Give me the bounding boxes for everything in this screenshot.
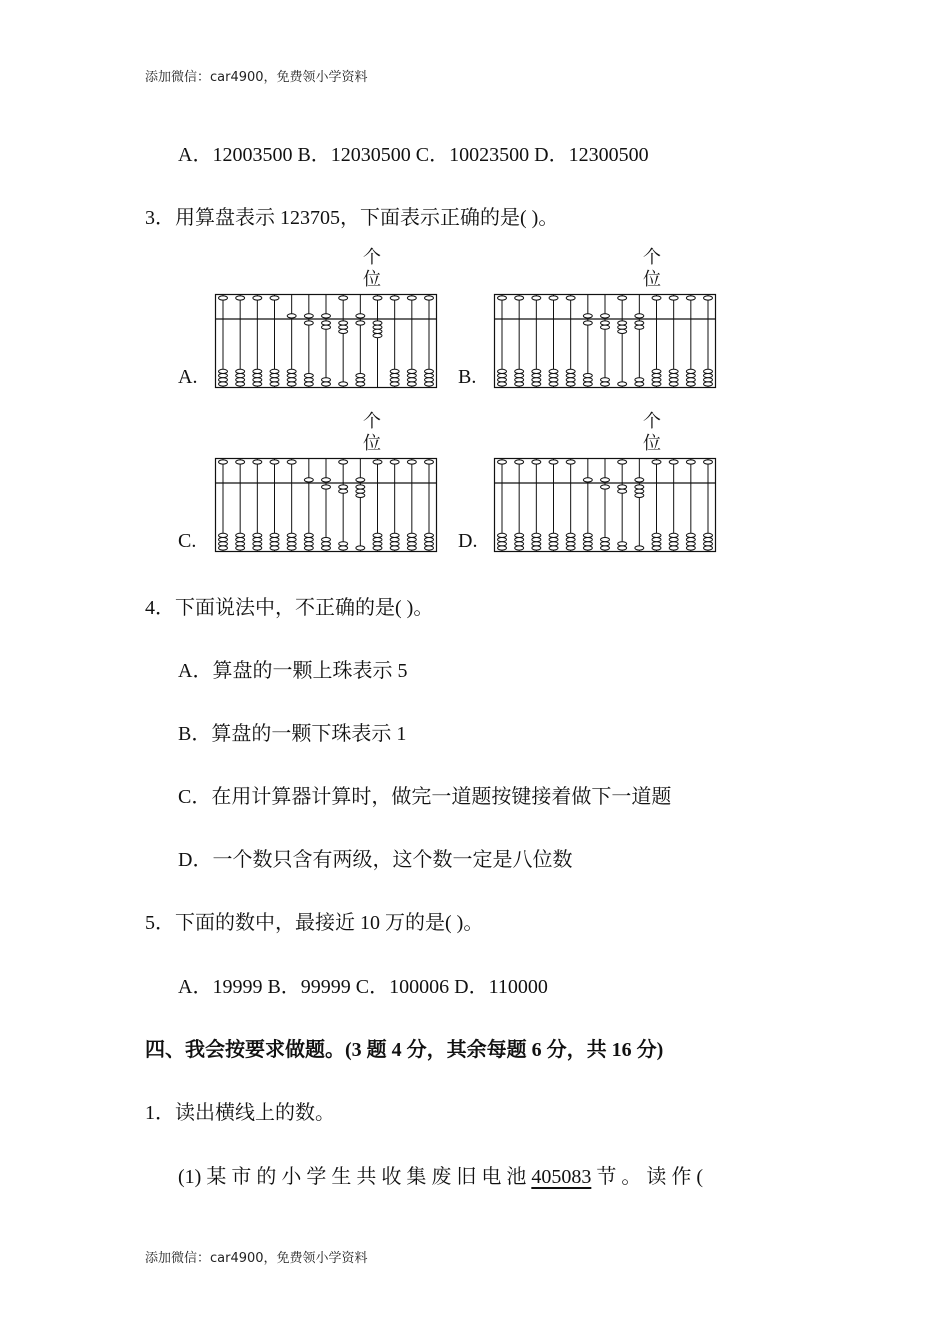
lower-bead bbox=[407, 542, 416, 546]
lower-bead bbox=[253, 374, 262, 378]
lower-bead bbox=[304, 374, 313, 378]
lower-bead bbox=[253, 546, 262, 550]
upper-bead bbox=[407, 460, 416, 464]
lower-bead bbox=[407, 538, 416, 542]
lower-bead bbox=[601, 378, 610, 382]
upper-bead bbox=[236, 460, 245, 464]
lower-bead bbox=[669, 374, 678, 378]
upper-bead bbox=[407, 296, 416, 300]
lower-bead bbox=[669, 538, 678, 542]
upper-bead bbox=[601, 314, 610, 318]
upper-bead bbox=[287, 314, 296, 318]
lower-bead bbox=[549, 369, 558, 373]
lower-bead bbox=[549, 533, 558, 537]
q5-stem: 5．下面的数中，最接近 10 万的是( )。 bbox=[145, 912, 484, 934]
abacus-frame bbox=[215, 458, 437, 552]
lower-bead bbox=[219, 542, 228, 546]
lower-bead bbox=[515, 382, 524, 386]
lower-bead bbox=[549, 374, 558, 378]
q1-1-suffix: 节 。 读 作 ( bbox=[591, 1166, 703, 1188]
lower-bead bbox=[356, 382, 365, 386]
lower-bead bbox=[253, 382, 262, 386]
upper-bead bbox=[686, 296, 695, 300]
lower-bead bbox=[425, 538, 434, 542]
upper-bead bbox=[498, 296, 507, 300]
upper-bead bbox=[618, 296, 627, 300]
lower-bead bbox=[270, 378, 279, 382]
lower-bead bbox=[304, 382, 313, 386]
lower-bead bbox=[425, 374, 434, 378]
upper-bead bbox=[566, 296, 575, 300]
place-label-wei: 位 bbox=[363, 269, 381, 289]
lower-bead bbox=[566, 533, 575, 537]
lower-bead bbox=[339, 329, 348, 333]
lower-bead bbox=[652, 538, 661, 542]
place-label-wei: 位 bbox=[363, 433, 381, 453]
upper-bead bbox=[390, 296, 399, 300]
place-label-ge: 个 bbox=[643, 247, 661, 267]
section-4-q1-1 bbox=[178, 1160, 703, 1189]
lower-bead bbox=[618, 542, 627, 546]
lower-bead bbox=[686, 382, 695, 386]
lower-bead bbox=[356, 374, 365, 378]
lower-bead bbox=[339, 546, 348, 550]
lower-bead bbox=[652, 374, 661, 378]
lower-bead bbox=[515, 542, 524, 546]
lower-bead bbox=[322, 538, 331, 542]
lower-bead bbox=[686, 374, 695, 378]
upper-bead bbox=[322, 314, 331, 318]
lower-bead bbox=[635, 321, 644, 325]
lower-bead bbox=[339, 485, 348, 489]
upper-bead bbox=[219, 460, 228, 464]
lower-bead bbox=[532, 378, 541, 382]
q4-option-d: D．一个数只含有两级，这个数一定是八位数 bbox=[178, 849, 573, 871]
upper-bead bbox=[583, 314, 592, 318]
lower-bead bbox=[515, 369, 524, 373]
lower-bead bbox=[219, 546, 228, 550]
lower-bead bbox=[652, 542, 661, 546]
q2-options: A．12003500 B．12030500 C．10023500 D．12300500 bbox=[178, 144, 649, 166]
lower-bead bbox=[583, 374, 592, 378]
lower-bead bbox=[236, 546, 245, 550]
lower-bead bbox=[339, 321, 348, 325]
option-letter: A. bbox=[178, 366, 198, 388]
lower-bead bbox=[532, 369, 541, 373]
lower-bead bbox=[425, 369, 434, 373]
lower-bead bbox=[322, 542, 331, 546]
upper-bead bbox=[356, 314, 365, 318]
lower-bead bbox=[322, 321, 331, 325]
upper-bead bbox=[515, 296, 524, 300]
lower-bead bbox=[515, 374, 524, 378]
upper-bead bbox=[270, 460, 279, 464]
lower-bead bbox=[515, 546, 524, 550]
lower-bead bbox=[219, 374, 228, 378]
q4-option-b: B．算盘的一颗下珠表示 1 bbox=[178, 723, 407, 745]
lower-bead bbox=[686, 378, 695, 382]
lower-bead bbox=[236, 378, 245, 382]
q5-options: A．19999 B．99999 C．100006 D．110000 bbox=[178, 976, 548, 998]
q4-stem: 4．下面说法中，不正确的是( )。 bbox=[145, 597, 434, 619]
lower-bead bbox=[287, 546, 296, 550]
lower-bead bbox=[532, 533, 541, 537]
place-label-ge: 个 bbox=[363, 411, 381, 431]
lower-bead bbox=[390, 382, 399, 386]
upper-bead bbox=[669, 296, 678, 300]
lower-bead bbox=[669, 542, 678, 546]
lower-bead bbox=[253, 538, 262, 542]
option-letter: B. bbox=[458, 366, 477, 388]
lower-bead bbox=[583, 546, 592, 550]
lower-bead bbox=[270, 538, 279, 542]
lower-bead bbox=[407, 369, 416, 373]
lower-bead bbox=[652, 382, 661, 386]
lower-bead bbox=[686, 538, 695, 542]
lower-bead bbox=[566, 369, 575, 373]
lower-bead bbox=[583, 538, 592, 542]
upper-bead bbox=[601, 478, 610, 482]
lower-bead bbox=[270, 382, 279, 386]
upper-bead bbox=[339, 460, 348, 464]
lower-bead bbox=[390, 533, 399, 537]
upper-bead bbox=[532, 460, 541, 464]
lower-bead bbox=[373, 538, 382, 542]
lower-bead bbox=[618, 325, 627, 329]
lower-bead bbox=[425, 382, 434, 386]
lower-bead bbox=[322, 546, 331, 550]
upper-bead bbox=[583, 478, 592, 482]
lower-bead bbox=[407, 533, 416, 537]
lower-bead bbox=[498, 382, 507, 386]
upper-bead bbox=[219, 296, 228, 300]
lower-bead bbox=[219, 378, 228, 382]
section-4-q1: 1．读出横线上的数。 bbox=[145, 1102, 335, 1124]
upper-bead bbox=[390, 460, 399, 464]
upper-bead bbox=[704, 460, 713, 464]
lower-bead bbox=[601, 382, 610, 386]
lower-bead bbox=[219, 369, 228, 373]
lower-bead bbox=[601, 485, 610, 489]
lower-bead bbox=[498, 378, 507, 382]
lower-bead bbox=[532, 542, 541, 546]
place-label-ge: 个 bbox=[643, 411, 661, 431]
lower-bead bbox=[270, 533, 279, 537]
lower-bead bbox=[390, 546, 399, 550]
upper-bead bbox=[549, 296, 558, 300]
upper-bead bbox=[635, 314, 644, 318]
lower-bead bbox=[549, 382, 558, 386]
lower-bead bbox=[373, 321, 382, 325]
upper-bead bbox=[270, 296, 279, 300]
upper-bead bbox=[686, 460, 695, 464]
lower-bead bbox=[686, 542, 695, 546]
lower-bead bbox=[652, 369, 661, 373]
lower-bead bbox=[704, 374, 713, 378]
lower-bead bbox=[669, 369, 678, 373]
lower-bead bbox=[390, 378, 399, 382]
lower-bead bbox=[407, 378, 416, 382]
upper-bead bbox=[566, 460, 575, 464]
abacus-frame bbox=[215, 294, 437, 388]
lower-bead bbox=[373, 329, 382, 333]
lower-bead bbox=[635, 378, 644, 382]
lower-bead bbox=[515, 533, 524, 537]
lower-bead bbox=[219, 533, 228, 537]
lower-bead bbox=[287, 374, 296, 378]
lower-bead bbox=[407, 374, 416, 378]
lower-bead bbox=[253, 378, 262, 382]
lower-bead bbox=[373, 542, 382, 546]
lower-bead bbox=[356, 321, 365, 325]
lower-bead bbox=[601, 538, 610, 542]
lower-bead bbox=[425, 533, 434, 537]
lower-bead bbox=[704, 369, 713, 373]
place-label-wei: 位 bbox=[643, 269, 661, 289]
option-letter: D. bbox=[458, 530, 478, 552]
lower-bead bbox=[515, 538, 524, 542]
lower-bead bbox=[549, 378, 558, 382]
lower-bead bbox=[236, 533, 245, 537]
lower-bead bbox=[373, 334, 382, 338]
lower-bead bbox=[390, 374, 399, 378]
lower-bead bbox=[635, 382, 644, 386]
lower-bead bbox=[498, 374, 507, 378]
lower-bead bbox=[704, 533, 713, 537]
q1-1-prefix: (1) 某 市 的 小 学 生 共 收 集 废 旧 电 池 bbox=[178, 1166, 532, 1188]
lower-bead bbox=[549, 546, 558, 550]
lower-bead bbox=[356, 493, 365, 497]
lower-bead bbox=[635, 546, 644, 550]
lower-bead bbox=[425, 546, 434, 550]
lower-bead bbox=[566, 378, 575, 382]
upper-bead bbox=[253, 296, 262, 300]
option-letter: C. bbox=[178, 530, 197, 552]
lower-bead bbox=[601, 546, 610, 550]
lower-bead bbox=[532, 546, 541, 550]
lower-bead bbox=[669, 533, 678, 537]
lower-bead bbox=[390, 369, 399, 373]
upper-bead bbox=[652, 296, 661, 300]
upper-bead bbox=[635, 478, 644, 482]
lower-bead bbox=[253, 542, 262, 546]
lower-bead bbox=[566, 538, 575, 542]
lower-bead bbox=[356, 546, 365, 550]
lower-bead bbox=[373, 533, 382, 537]
upper-bead bbox=[669, 460, 678, 464]
lower-bead bbox=[669, 378, 678, 382]
lower-bead bbox=[498, 538, 507, 542]
lower-bead bbox=[270, 546, 279, 550]
lower-bead bbox=[236, 542, 245, 546]
lower-bead bbox=[618, 546, 627, 550]
lower-bead bbox=[425, 378, 434, 382]
upper-bead bbox=[304, 478, 313, 482]
lower-bead bbox=[704, 538, 713, 542]
lower-bead bbox=[304, 321, 313, 325]
lower-bead bbox=[618, 485, 627, 489]
lower-bead bbox=[635, 325, 644, 329]
lower-bead bbox=[236, 369, 245, 373]
lower-bead bbox=[549, 538, 558, 542]
lower-bead bbox=[322, 485, 331, 489]
lower-bead bbox=[270, 369, 279, 373]
lower-bead bbox=[583, 321, 592, 325]
upper-bead bbox=[287, 460, 296, 464]
upper-bead bbox=[549, 460, 558, 464]
lower-bead bbox=[618, 329, 627, 333]
lower-bead bbox=[669, 382, 678, 386]
q4-option-c: C．在用计算器计算时，做完一道题按键接着做下一道题 bbox=[178, 786, 672, 808]
lower-bead bbox=[635, 489, 644, 493]
lower-bead bbox=[373, 546, 382, 550]
lower-bead bbox=[618, 489, 627, 493]
lower-bead bbox=[356, 378, 365, 382]
lower-bead bbox=[601, 321, 610, 325]
lower-bead bbox=[704, 382, 713, 386]
upper-bead bbox=[425, 296, 434, 300]
lower-bead bbox=[498, 542, 507, 546]
lower-bead bbox=[287, 378, 296, 382]
lower-bead bbox=[219, 382, 228, 386]
lower-bead bbox=[236, 382, 245, 386]
lower-bead bbox=[407, 382, 416, 386]
abacus-frame bbox=[494, 458, 716, 552]
place-label-wei: 位 bbox=[643, 433, 661, 453]
lower-bead bbox=[425, 542, 434, 546]
lower-bead bbox=[532, 374, 541, 378]
lower-bead bbox=[583, 378, 592, 382]
upper-bead bbox=[532, 296, 541, 300]
lower-bead bbox=[287, 533, 296, 537]
lower-bead bbox=[219, 538, 228, 542]
lower-bead bbox=[236, 374, 245, 378]
upper-bead bbox=[425, 460, 434, 464]
lower-bead bbox=[498, 546, 507, 550]
lower-bead bbox=[287, 369, 296, 373]
lower-bead bbox=[515, 378, 524, 382]
section-4-title: 四、我会按要求做题。(3 题 4 分，其余每题 6 分，共 16 分) bbox=[145, 1039, 664, 1061]
lower-bead bbox=[253, 533, 262, 537]
upper-bead bbox=[498, 460, 507, 464]
place-label-ge: 个 bbox=[363, 247, 381, 267]
lower-bead bbox=[635, 485, 644, 489]
upper-bead bbox=[304, 314, 313, 318]
lower-bead bbox=[686, 533, 695, 537]
lower-bead bbox=[304, 542, 313, 546]
lower-bead bbox=[532, 382, 541, 386]
lower-bead bbox=[566, 546, 575, 550]
lower-bead bbox=[304, 546, 313, 550]
lower-bead bbox=[652, 546, 661, 550]
lower-bead bbox=[618, 382, 627, 386]
lower-bead bbox=[356, 485, 365, 489]
lower-bead bbox=[532, 538, 541, 542]
lower-bead bbox=[686, 546, 695, 550]
lower-bead bbox=[270, 374, 279, 378]
lower-bead bbox=[618, 321, 627, 325]
q4-option-a: A．算盘的一颗上珠表示 5 bbox=[178, 660, 408, 682]
lower-bead bbox=[566, 542, 575, 546]
lower-bead bbox=[236, 538, 245, 542]
lower-bead bbox=[601, 325, 610, 329]
lower-bead bbox=[686, 369, 695, 373]
lower-bead bbox=[373, 325, 382, 329]
upper-bead bbox=[515, 460, 524, 464]
lower-bead bbox=[583, 542, 592, 546]
lower-bead bbox=[339, 489, 348, 493]
lower-bead bbox=[253, 369, 262, 373]
lower-bead bbox=[652, 378, 661, 382]
abacus-frame bbox=[494, 294, 716, 388]
lower-bead bbox=[704, 542, 713, 546]
lower-bead bbox=[407, 546, 416, 550]
upper-bead bbox=[236, 296, 245, 300]
lower-bead bbox=[304, 378, 313, 382]
lower-bead bbox=[549, 542, 558, 546]
lower-bead bbox=[270, 542, 279, 546]
upper-bead bbox=[373, 296, 382, 300]
page-footer: 添加微信：car4900，免费领小学资料 bbox=[145, 1251, 368, 1266]
upper-bead bbox=[322, 478, 331, 482]
lower-bead bbox=[339, 542, 348, 546]
lower-bead bbox=[652, 533, 661, 537]
lower-bead bbox=[287, 542, 296, 546]
lower-bead bbox=[583, 382, 592, 386]
lower-bead bbox=[304, 533, 313, 537]
lower-bead bbox=[339, 325, 348, 329]
lower-bead bbox=[322, 325, 331, 329]
lower-bead bbox=[635, 493, 644, 497]
lower-bead bbox=[390, 542, 399, 546]
upper-bead bbox=[356, 478, 365, 482]
lower-bead bbox=[287, 382, 296, 386]
q1-1-number: 405083 bbox=[531, 1166, 592, 1188]
upper-bead bbox=[339, 296, 348, 300]
page-header: 添加微信：car4900，免费领小学资料 bbox=[145, 70, 368, 85]
lower-bead bbox=[566, 374, 575, 378]
q3-stem: 3．用算盘表示 123705，下面表示正确的是( )。 bbox=[145, 207, 559, 229]
lower-bead bbox=[322, 382, 331, 386]
lower-bead bbox=[669, 546, 678, 550]
lower-bead bbox=[498, 369, 507, 373]
lower-bead bbox=[356, 489, 365, 493]
lower-bead bbox=[498, 533, 507, 537]
lower-bead bbox=[704, 378, 713, 382]
lower-bead bbox=[704, 546, 713, 550]
upper-bead bbox=[618, 460, 627, 464]
lower-bead bbox=[601, 542, 610, 546]
lower-bead bbox=[322, 378, 331, 382]
lower-bead bbox=[583, 533, 592, 537]
lower-bead bbox=[304, 538, 313, 542]
lower-bead bbox=[287, 538, 296, 542]
upper-bead bbox=[373, 460, 382, 464]
lower-bead bbox=[339, 382, 348, 386]
upper-bead bbox=[652, 460, 661, 464]
upper-bead bbox=[704, 296, 713, 300]
lower-bead bbox=[390, 538, 399, 542]
upper-bead bbox=[253, 460, 262, 464]
lower-bead bbox=[566, 382, 575, 386]
